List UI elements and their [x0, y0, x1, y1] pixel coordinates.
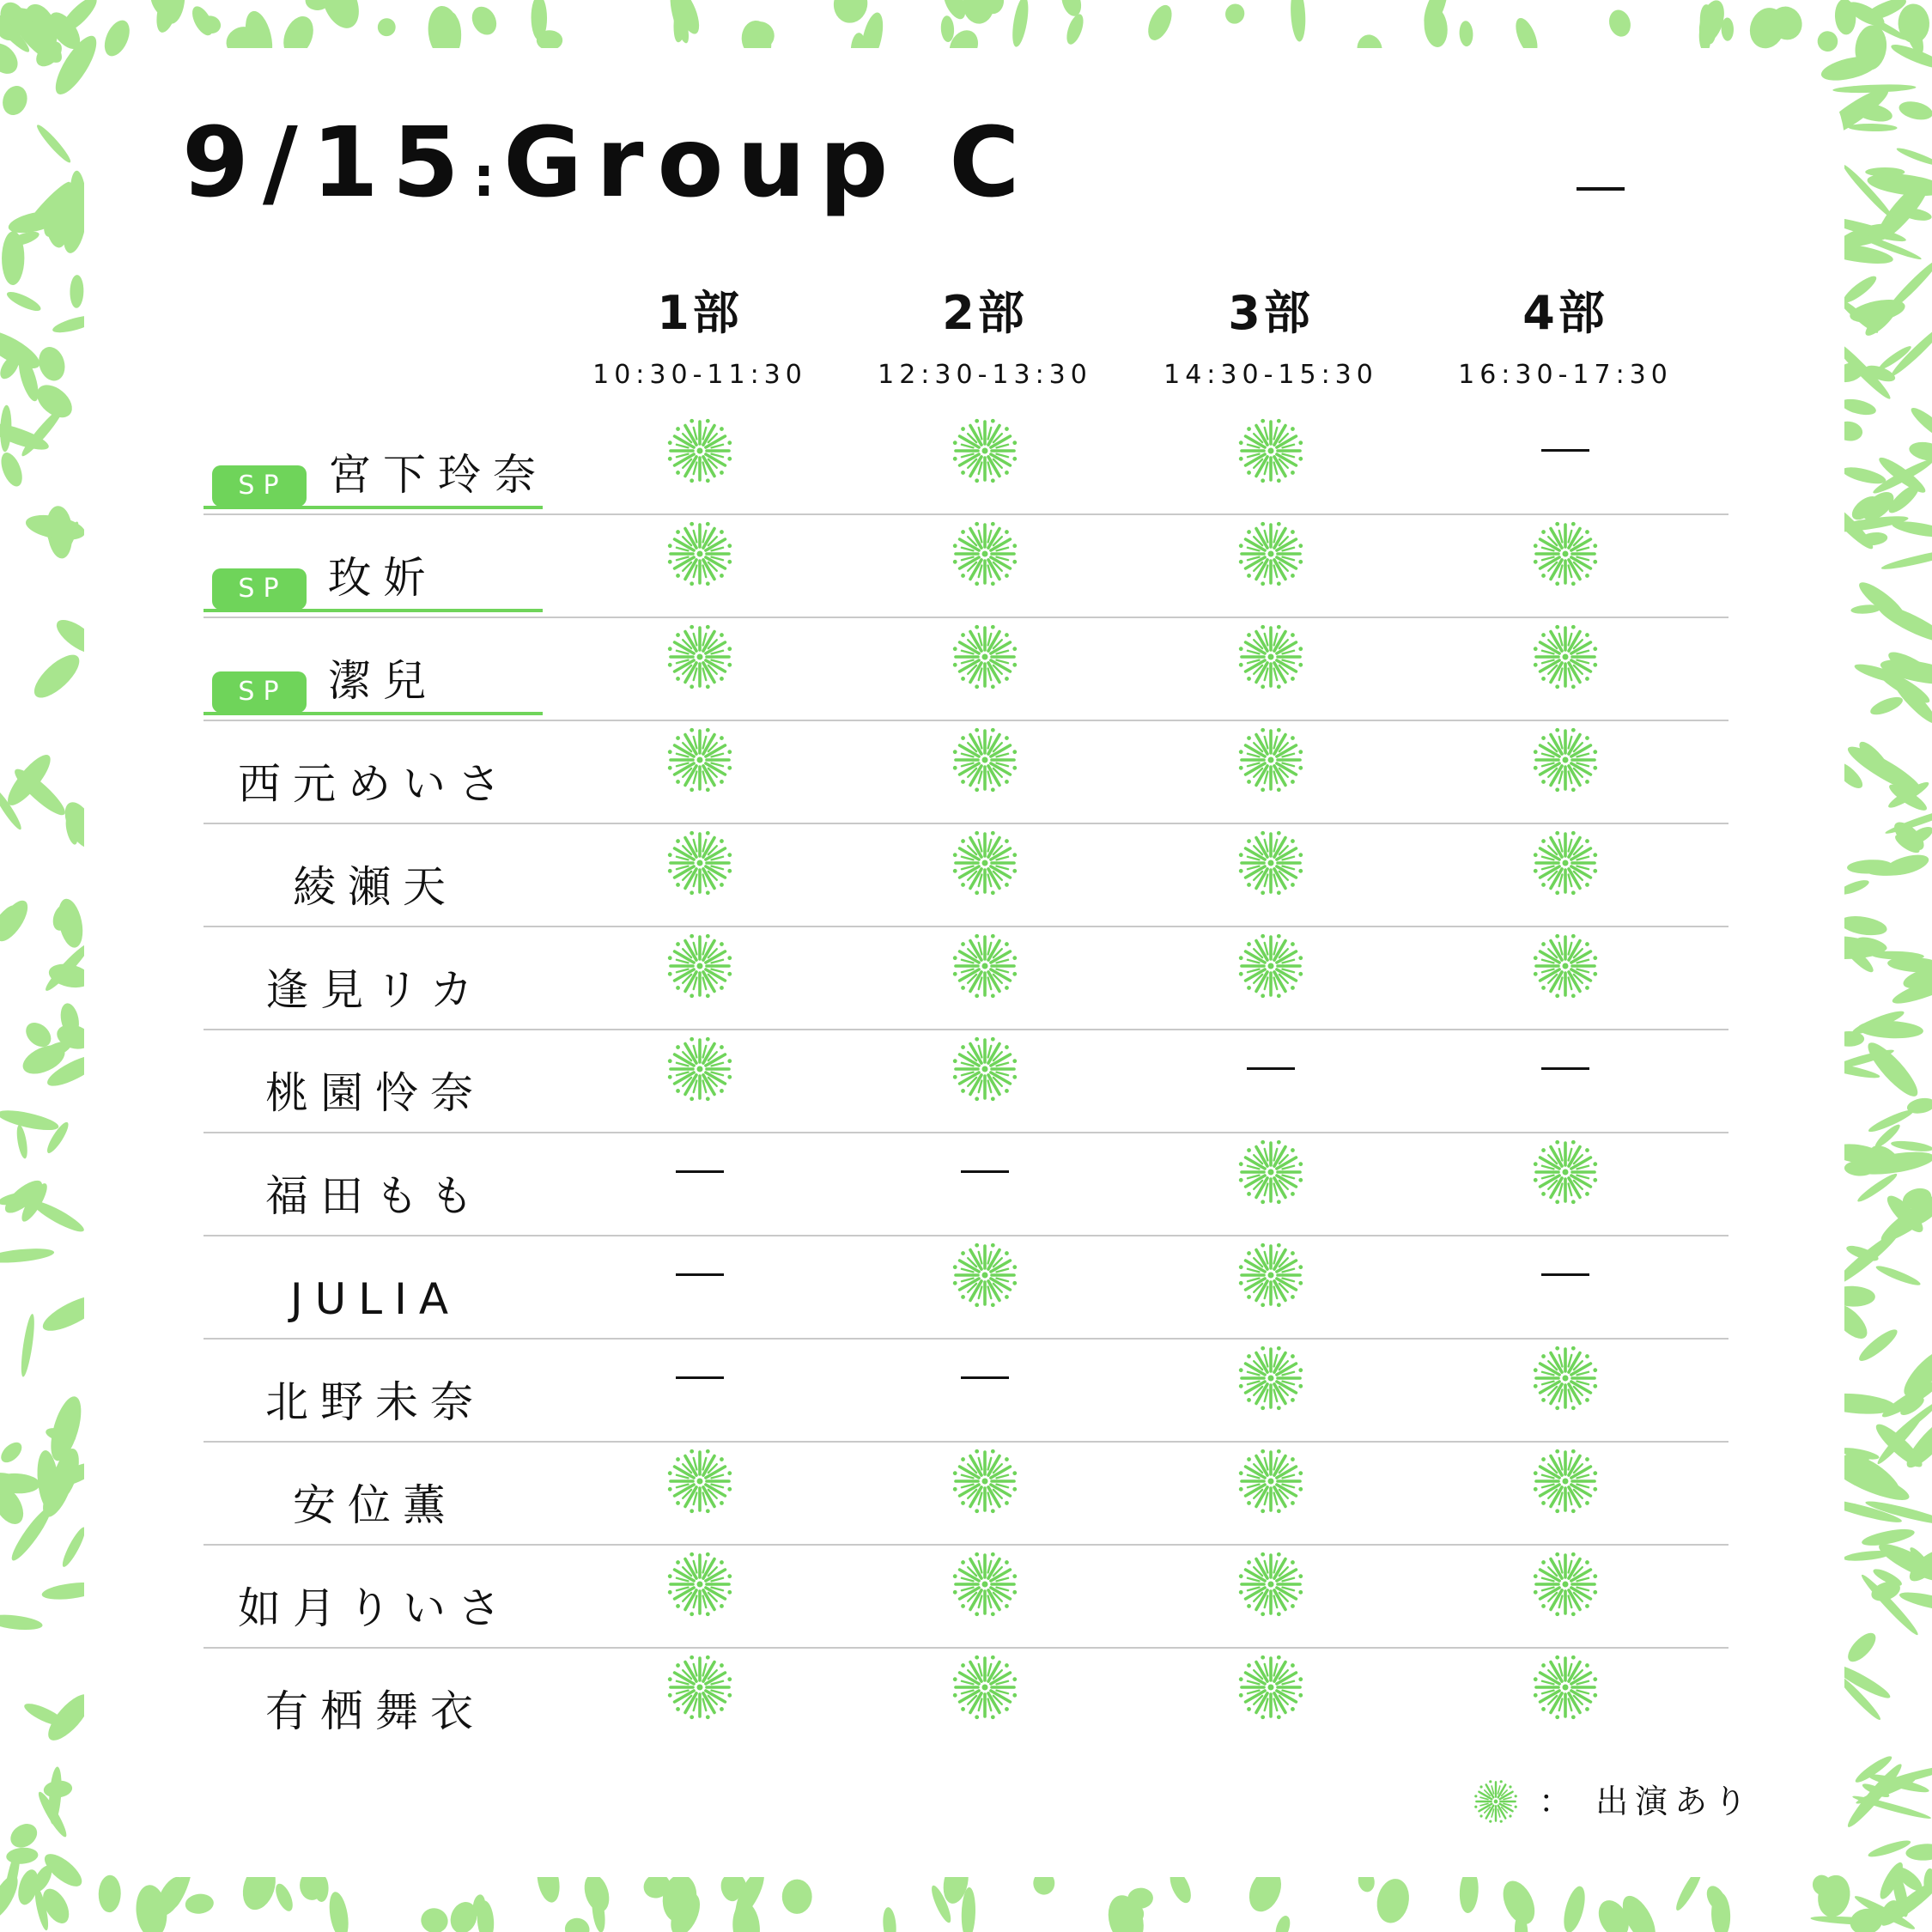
dash-icon	[676, 1376, 724, 1379]
table-row	[204, 1340, 1728, 1443]
column-time-label: 12:30-13:30	[878, 360, 1092, 390]
dash-icon	[1541, 1273, 1589, 1276]
table-row	[204, 618, 1728, 721]
firework-icon	[1470, 1776, 1522, 1827]
column-header	[856, 283, 1114, 397]
column-part-label: 1部	[657, 286, 743, 340]
firework-icon	[946, 412, 1024, 489]
table-row	[204, 721, 1728, 824]
sp-badge: SP	[212, 465, 307, 507]
firework-icon	[1232, 412, 1309, 489]
sp-underline	[204, 609, 543, 612]
column-header	[1437, 283, 1694, 397]
column-header	[1142, 283, 1400, 397]
firework-icon	[1527, 1546, 1604, 1623]
firework-icon	[661, 412, 738, 489]
firework-icon	[1232, 515, 1309, 592]
column-time-label: 16:30-17:30	[1458, 360, 1673, 390]
member-name: 潔兒	[328, 656, 438, 706]
table-row	[204, 927, 1728, 1030]
dash-icon	[1577, 187, 1625, 191]
firework-icon	[946, 1030, 1024, 1108]
firework-icon	[1527, 1340, 1604, 1417]
dash-icon	[676, 1273, 724, 1276]
dash-icon	[1247, 1067, 1295, 1070]
firework-icon	[661, 1546, 738, 1623]
member-name: JULIA	[289, 1274, 461, 1324]
member-name: 福田もも	[265, 1171, 485, 1221]
firework-icon	[1527, 824, 1604, 902]
firework-icon	[661, 515, 738, 592]
firework-icon	[1232, 618, 1309, 696]
table-row	[204, 1546, 1728, 1649]
page-title	[182, 103, 1034, 238]
sp-underline	[204, 712, 543, 715]
title-date: 9/15	[182, 107, 473, 219]
dash-icon	[961, 1376, 1009, 1379]
firework-icon	[1527, 1649, 1604, 1726]
firework-icon	[661, 1443, 738, 1520]
table-row	[204, 1649, 1728, 1752]
column-time-label: 14:30-15:30	[1163, 360, 1378, 390]
dash-icon	[676, 1170, 724, 1173]
firework-icon	[1232, 927, 1309, 1005]
member-name: 綾瀬天	[293, 862, 458, 912]
legend-text: ： 出演あり	[1539, 1783, 1754, 1820]
firework-icon	[946, 1546, 1024, 1623]
firework-icon	[946, 824, 1024, 902]
firework-icon	[1232, 1546, 1309, 1623]
column-part-label: 2部	[942, 286, 1028, 340]
firework-icon	[1232, 1236, 1309, 1314]
title-group: Group C	[503, 107, 1034, 219]
member-name: 逢見リカ	[265, 965, 485, 1015]
firework-icon	[661, 824, 738, 902]
firework-icon	[1232, 824, 1309, 902]
firework-icon	[661, 1649, 738, 1726]
table-row	[204, 515, 1728, 618]
column-header	[571, 283, 829, 397]
sp-badge: SP	[212, 671, 307, 713]
member-name: 安位薫	[293, 1480, 458, 1530]
sp-badge: SP	[212, 568, 307, 610]
dash-icon	[961, 1170, 1009, 1173]
firework-icon	[661, 618, 738, 696]
firework-icon	[1232, 1443, 1309, 1520]
member-name: 如月りいさ	[238, 1583, 513, 1633]
table-row	[204, 1030, 1728, 1133]
firework-icon	[661, 927, 738, 1005]
member-name: 桃園怜奈	[265, 1068, 485, 1118]
firework-icon	[1527, 1443, 1604, 1520]
column-part-label: 4部	[1522, 286, 1608, 340]
member-name: 宮下玲奈	[328, 450, 548, 500]
member-name: 北野未奈	[265, 1377, 485, 1427]
table-row	[204, 412, 1728, 515]
firework-icon	[661, 1030, 738, 1108]
firework-icon	[661, 721, 738, 799]
dash-icon	[1541, 1067, 1589, 1070]
member-name: 玫妡	[328, 553, 438, 603]
sp-underline	[204, 506, 543, 509]
firework-icon	[1527, 515, 1604, 592]
firework-icon	[946, 1236, 1024, 1314]
table-row	[204, 1443, 1728, 1546]
firework-icon	[1527, 1133, 1604, 1211]
firework-icon	[946, 515, 1024, 592]
firework-icon	[1232, 1133, 1309, 1211]
firework-icon	[946, 618, 1024, 696]
column-part-label: 3部	[1228, 286, 1314, 340]
column-time-label: 10:30-11:30	[592, 360, 807, 390]
firework-icon	[946, 1649, 1024, 1726]
dash-icon	[1541, 449, 1589, 452]
firework-icon	[1232, 721, 1309, 799]
firework-icon	[946, 721, 1024, 799]
member-name: 西元めいさ	[238, 759, 513, 809]
firework-icon	[1232, 1649, 1309, 1726]
table-row	[204, 824, 1728, 927]
firework-icon	[946, 1443, 1024, 1520]
firework-icon	[1527, 927, 1604, 1005]
firework-icon	[1527, 721, 1604, 799]
title-separator: :	[472, 146, 504, 210]
firework-icon	[1527, 618, 1604, 696]
firework-icon	[1232, 1340, 1309, 1417]
legend	[1470, 1776, 1754, 1827]
member-name: 有栖舞衣	[265, 1686, 485, 1736]
table-row	[204, 1133, 1728, 1236]
table-row	[204, 1236, 1728, 1340]
firework-icon	[946, 927, 1024, 1005]
